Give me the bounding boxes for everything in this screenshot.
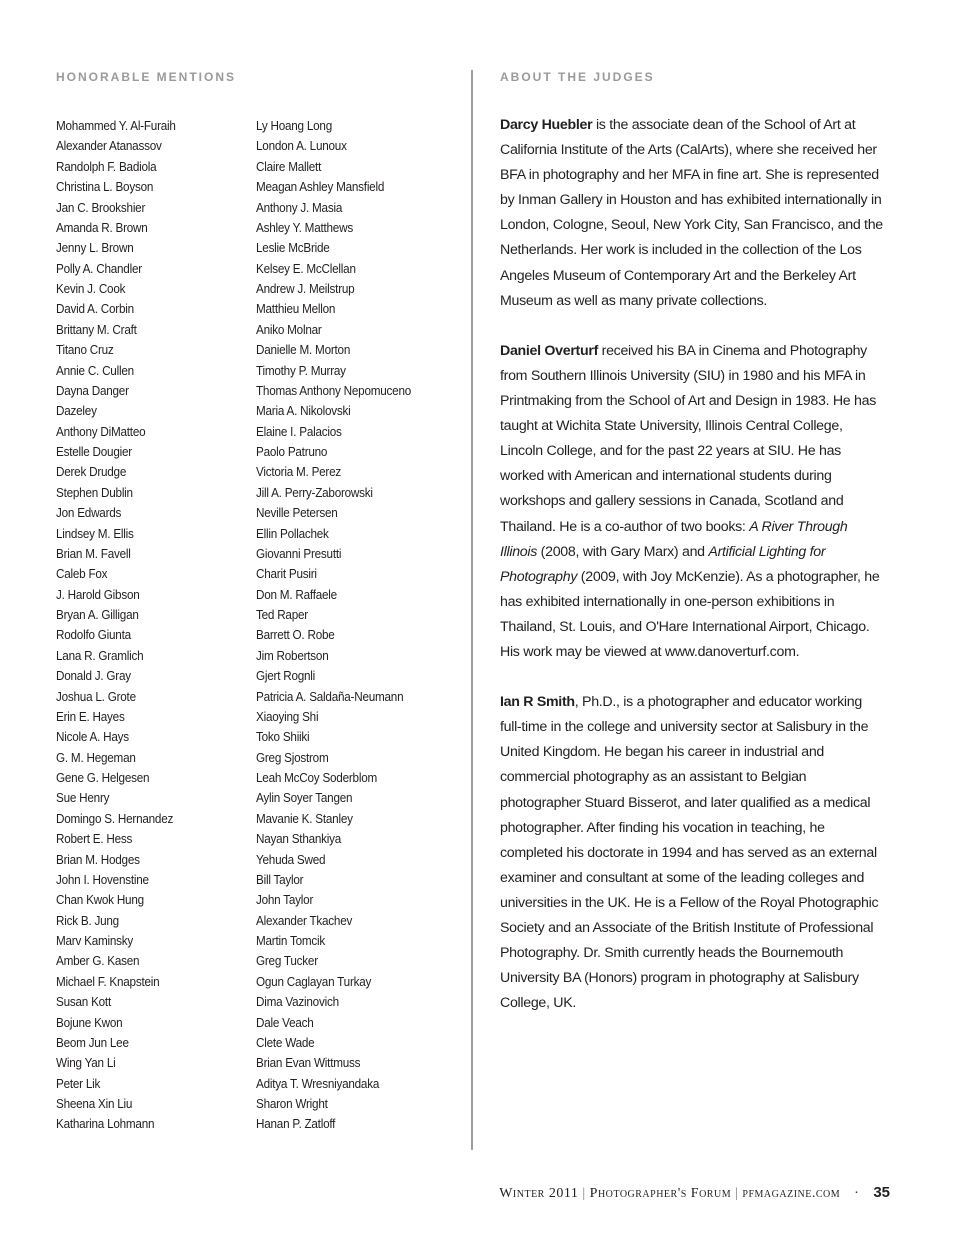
judge-bio-huebler <box>500 113 886 314</box>
honorable-mention-name: Martin Tomcik <box>256 934 326 948</box>
honorable-mention-name: Robert E. Hess <box>56 832 133 847</box>
honorable-mention-name: Alexander Tkachev <box>256 913 353 928</box>
honorable-mention-name: Jim Robertson <box>256 648 329 663</box>
judge-name: Darcy Huebler <box>500 117 593 133</box>
honorable-mention-name: Neville Petersen <box>256 506 338 521</box>
honorable-mention-name: Estelle Dougier <box>56 445 132 459</box>
honorable-mention-name: Peter Lik <box>56 1076 101 1091</box>
judge-name: Daniel Overturf <box>500 342 598 359</box>
honorable-mention-name: Erin E. Hayes <box>56 709 125 724</box>
judge-bio-text: (2009, with Joy McKenzie). As a photographer, he has exhibited internationally in one-person exhibitions in Thailand, St. Louis, and O'Hare International Airport, Chicago. His work may be viewed at www.danoverturf.com. <box>500 568 880 660</box>
honorable-mention-name: Alexander Atanassov <box>56 139 162 154</box>
honorable-mention-name: Marv Kaminsky <box>56 934 134 948</box>
about-judges-heading: ABOUT THE JUDGES <box>500 70 655 84</box>
judge-name: Ian R Smith <box>500 694 575 711</box>
honorable-mention-name: Chan Kwok Hung <box>56 893 144 908</box>
honorable-mention-name: Titano Cruz <box>56 343 114 358</box>
honorable-mention-name: Don M. Raffaele <box>256 587 337 602</box>
honorable-mention-name: Rick B. Jung <box>56 913 119 928</box>
judge-bio-text: (2008, with Gary Marx) and <box>537 543 709 560</box>
honorable-mention-name: Bryan A. Gilligan <box>56 608 139 622</box>
honorable-mention-name: Annie C. Cullen <box>56 363 134 378</box>
honorable-mention-name: Derek Drudge <box>56 465 127 480</box>
honorable-mention-name: Gene G. Helgesen <box>56 771 150 785</box>
honorable-mention-name: Clete Wade <box>256 1035 315 1050</box>
honorable-mention-name: Bojune Kwon <box>56 1015 123 1030</box>
footer-issue: Winter 2011 <box>499 1186 579 1201</box>
footer-separator: | <box>582 1186 586 1201</box>
honorable-mention-name: Dima Vazinovich <box>256 995 339 1010</box>
honorable-mention-name: Rodolfo Giunta <box>56 628 131 643</box>
honorable-mention-name: Ogun Caglayan Turkay <box>256 974 372 989</box>
honorable-mention-name: Sue Henry <box>56 791 110 806</box>
honorable-mention-name: Nicole A. Hays <box>56 730 129 745</box>
honorable-mention-name: Charit Pusiri <box>256 567 317 582</box>
honorable-mention-name: Caleb Fox <box>56 567 108 582</box>
honorable-mention-name: Gjert Rognli <box>256 669 316 684</box>
honorable-mention-name: John I. Hovenstine <box>56 872 149 887</box>
honorable-mention-name: Maria A. Nikolovski <box>256 404 351 419</box>
honorable-mention-name: Dale Veach <box>256 1015 314 1030</box>
honorable-mention-name: Brian Evan Wittmuss <box>256 1056 361 1071</box>
honorable-mention-name: Amber G. Kasen <box>56 954 140 969</box>
honorable-mention-name: Kevin J. Cook <box>56 282 126 296</box>
honorable-mention-name: Nayan Sthankiya <box>256 832 342 847</box>
honorable-mention-name: Jill A. Perry-Zaborowski <box>256 485 373 500</box>
footer-bullet: · <box>854 1186 860 1201</box>
honorable-mention-name: Elaine I. Palacios <box>256 424 342 439</box>
honorable-mention-name: J. Harold Gibson <box>56 587 140 602</box>
book-title: Artificial Lighting for Photography <box>500 543 826 585</box>
honorable-mention-name: Mohammed Y. Al-Furaih <box>56 119 176 133</box>
honorable-mention-name: Mavanie K. Stanley <box>256 811 353 826</box>
honorable-mention-name: Brian M. Favell <box>56 546 131 561</box>
honorable-mention-name: Lana R. Gramlich <box>56 648 144 663</box>
honorable-mention-name: Wing Yan Li <box>56 1056 116 1071</box>
honorable-mention-name: Brian M. Hodges <box>56 852 140 867</box>
honorable-mention-name: David A. Corbin <box>56 302 134 317</box>
honorable-mention-name: Katharina Lohmann <box>56 1117 155 1132</box>
judge-bio-smith <box>500 690 886 1016</box>
honorable-mention-name: Randolph F. Badiola <box>56 159 157 174</box>
honorable-mention-name: Sharon Wright <box>256 1097 328 1111</box>
honorable-mention-name: Claire Mallett <box>256 159 322 174</box>
honorable-mentions-heading: HONORABLE MENTIONS <box>56 70 236 84</box>
honorable-mention-name: Andrew J. Meilstrup <box>256 282 355 296</box>
honorable-mentions-column-1 <box>56 116 176 1135</box>
honorable-mention-name: Paolo Patruno <box>256 445 328 459</box>
honorable-mention-name: Toko Shiiki <box>256 730 310 745</box>
honorable-mention-name: Danielle M. Morton <box>256 343 351 358</box>
honorable-mention-name: Ellin Pollachek <box>256 526 329 541</box>
honorable-mention-name: Leslie McBride <box>256 241 330 256</box>
honorable-mention-name: Aylin Soyer Tangen <box>256 791 353 806</box>
footer-separator: | <box>735 1186 739 1201</box>
honorable-mention-name: Yehuda Swed <box>256 852 326 867</box>
honorable-mention-name: Dazeley <box>56 404 97 419</box>
honorable-mention-name: Greg Tucker <box>256 954 318 969</box>
honorable-mention-name: Patricia A. Saldaña-Neumann <box>256 689 404 704</box>
honorable-mention-name: Christina L. Boyson <box>56 180 154 195</box>
page-footer <box>499 1184 890 1202</box>
honorable-mention-name: Brittany M. Craft <box>56 322 137 337</box>
column-divider <box>471 70 473 1150</box>
honorable-mention-name: London A. Lunoux <box>256 139 347 154</box>
honorable-mention-name: Jenny L. Brown <box>56 241 134 256</box>
honorable-mention-name: Anthony DiMatteo <box>56 424 146 439</box>
honorable-mention-name: Donald J. Gray <box>56 669 131 684</box>
honorable-mention-name: Victoria M. Perez <box>256 465 342 480</box>
honorable-mention-name: Michael F. Knapstein <box>56 974 160 989</box>
honorable-mention-name: Hanan P. Zatloff <box>256 1117 336 1132</box>
honorable-mention-name: Stephen Dublin <box>56 485 133 500</box>
honorable-mention-name: Aniko Molnar <box>256 322 322 337</box>
honorable-mention-name: Kelsey E. McClellan <box>256 261 356 276</box>
honorable-mention-name: Ted Raper <box>256 608 308 622</box>
honorable-mention-name: Barrett O. Robe <box>256 628 335 643</box>
honorable-mention-name: John Taylor <box>256 893 314 908</box>
judge-bio-text: is the associate dean of the School of Art at California Institute of the Arts (CalArts), where she received her BFA in photography and her MFA in fine art. She is represented by Inman Gallery in Houston and has exhibited internationally in London, Cologne, Seoul, New York City, San Francisco, and the Netherlands. Her work is included in the collection of the Los Angeles Museum of Contemporary Art and the Berkeley Art Museum as well as many private collections. <box>500 117 883 309</box>
honorable-mention-name: Amanda R. Brown <box>56 220 148 235</box>
honorable-mention-name: Giovanni Presutti <box>256 546 342 561</box>
honorable-mention-name: Jan C. Brookshier <box>56 200 146 215</box>
honorable-mention-name: Anthony J. Masia <box>256 200 343 215</box>
honorable-mention-name: Dayna Danger <box>56 383 129 398</box>
judge-bio-overturf <box>500 339 886 665</box>
page-number: 35 <box>873 1184 890 1201</box>
honorable-mention-name: Jon Edwards <box>56 506 122 521</box>
honorable-mention-name: Beom Jun Lee <box>56 1035 129 1050</box>
judge-bio-text: , Ph.D., is a photographer and educator working full-time in the college and university sector at Salisbury in the United Kingdom. He began his career in industrial and commercial photography as an assistant to Belgian photographer Stuard Bisserot, and later qualified as a medical photographer. After finding his vocation in teaching, he completed his doctorate in 1994 and has served as an external examiner and consultant at some of the leading colleges and universities in the UK. He is a Fellow of the Royal Photographic Society and an Associate of the British Institute of Professional Photography. Dr. Smith currently heads the Bournemouth University BA (Honors) program in photography at Salisbury College, UK. <box>500 694 879 1012</box>
honorable-mention-name: Sheena Xin Liu <box>56 1097 133 1111</box>
judge-bio-text: received his BA in Cinema and Photography from Southern Illinois University (SIU) in 1980 and his MFA in Printmaking from the School of Art and Design in 1983. He has taught at Wichita State University, Illinois Central College, Lincoln College, and for the past 22 years at SIU. He has worked with American and international students during workshops and gallery sessions in Canada, Scotland and Thailand. He is a co-author of two books: <box>500 342 877 535</box>
honorable-mention-name: Thomas Anthony Nepomuceno <box>256 383 412 398</box>
honorable-mentions-column-2 <box>256 116 411 1135</box>
honorable-mention-name: Ashley Y. Matthews <box>256 220 353 235</box>
honorable-mention-name: Greg Sjostrom <box>256 750 329 765</box>
honorable-mention-name: Xiaoying Shi <box>256 709 319 724</box>
footer-magazine: Photographer's Forum <box>589 1186 732 1201</box>
judges-bios <box>500 113 886 1041</box>
honorable-mention-name: Leah McCoy Soderblom <box>256 771 378 785</box>
honorable-mention-name: Polly A. Chandler <box>56 261 142 276</box>
honorable-mention-name: Matthieu Mellon <box>256 302 336 317</box>
honorable-mention-name: Aditya T. Wresniyandaka <box>256 1076 380 1091</box>
honorable-mention-name: Domingo S. Hernandez <box>56 811 174 826</box>
honorable-mention-name: Timothy P. Murray <box>256 363 346 378</box>
honorable-mention-name: Ly Hoang Long <box>256 119 332 133</box>
honorable-mention-name: Lindsey M. Ellis <box>56 526 134 541</box>
book-title: A River Through Illinois <box>500 518 848 560</box>
honorable-mention-name: Meagan Ashley Mansfield <box>256 180 385 195</box>
honorable-mention-name: Joshua L. Grote <box>56 689 136 704</box>
honorable-mention-name: Bill Taylor <box>256 872 304 887</box>
footer-website: pfmagazine.com <box>742 1186 841 1201</box>
honorable-mention-name: Susan Kott <box>56 995 111 1010</box>
honorable-mention-name: G. M. Hegeman <box>56 750 136 765</box>
